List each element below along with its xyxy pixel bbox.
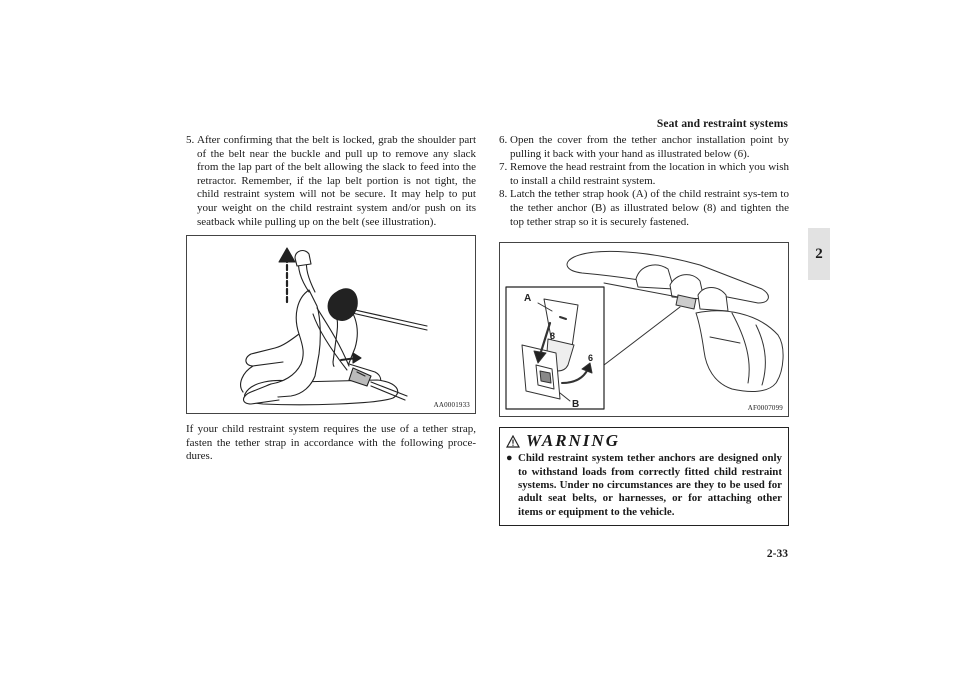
step-6-number: 6. [499,134,508,146]
warning-triangle-icon [506,435,520,448]
step-8-number: 8. [499,188,508,201]
step-8 [499,188,789,229]
warning-box [499,427,789,526]
warning-text [506,452,782,519]
page-number: 2-33 [766,548,788,560]
step-7 [499,161,789,188]
label-8: 8 [550,331,556,342]
step-7-number: 7. [499,161,508,174]
step-5-text: After confirming that the belt is locked, grab the shoulder part of the belt near the buckle and pull up to remove any slack from the lap part of the belt allowing the slack to feed into the retractor. Remember, if the lap belt portion is not tight, the child restraint system will not be secure. It may help to put your weight on the child restraint system and/or push on its seatback while pulling up on the belt (see illustration). [197,134,476,228]
warning-body: Child restraint system tether anchors are designed only to withstand loads from correctly fitted child restraint systems. Under no circumstances are they to be used for adult seat belts, or harnesses, or for attaching other items or equipment to the vehicle. [518,452,782,518]
bullet-icon: ● [506,452,513,465]
step-6 [499,134,789,161]
left-column [186,134,476,464]
label-6: 6 [588,353,594,364]
warning-header [506,430,782,452]
warning-title: WARNING [526,431,620,451]
header-section-title: Seat and restraint systems [656,118,788,130]
step-5 [186,134,476,229]
label-b: B [572,399,580,411]
figure-belt-tightening [186,235,476,414]
tether-intro-paragraph: If your child restraint system requires the use of a tether strap, fasten the tether strap in accordance with the following proce-dures. [186,423,476,463]
step-7-text: Remove the head restraint from the location in which you wish to install a child restraint system. [510,161,789,187]
step-6-text: Open the cover from the tether anchor installation point by pulling it back with your hand as illustrated below (6). [510,134,789,160]
belt-tightening-illustration [187,236,475,413]
label-a: A [524,293,532,305]
figure-tether-anchor [499,242,789,417]
tether-anchor-illustration [500,243,788,416]
chapter-tab: 2 [808,228,830,280]
step-5-number: 5. [186,134,195,146]
figure-code: AA0001933 [433,401,470,410]
figure-code: AF0007099 [747,404,783,413]
step-8-text: Latch the tether strap hook (A) of the child restraint sys-tem to the tether anchor (B) as illustrated below (8) and tighten the top tether strap so it is securely fastened. [510,188,789,228]
right-column [499,134,789,526]
